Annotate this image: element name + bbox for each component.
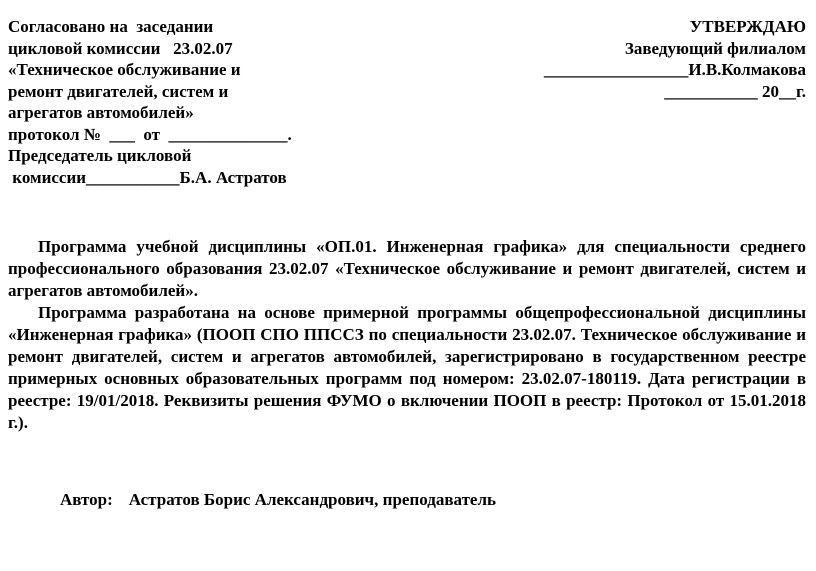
agreement-line-3: «Техническое обслуживание и — [8, 60, 241, 79]
agreement-line-5: агрегатов автомобилей» — [8, 103, 194, 122]
approval-title: УТВЕРЖДАЮ — [689, 17, 806, 36]
agreement-signature-line: комиссии___________Б.А. Астратов — [8, 167, 287, 187]
agreement-line-4: ремонт двигателей, систем и — [8, 81, 229, 101]
approval-position-line: Заведующий филиалом — [624, 38, 806, 58]
agreement-protocol-line: протокол № ___ от ______________. — [8, 124, 292, 144]
author-line — [8, 489, 806, 511]
author-label: Автор: — [60, 490, 113, 509]
author-value: Астратов Борис Александрович, преподаватель — [128, 490, 497, 509]
agreement-chairman-line: Председатель цикловой — [8, 146, 192, 165]
agreement-line-2: цикловой комиссии 23.02.07 — [8, 38, 233, 58]
agreement-line-1: Согласовано на заседании — [8, 17, 214, 36]
document-body — [8, 236, 806, 434]
paragraph-program-basis: Программа разработана на основе примерной программы общепрофессиональной дисциплины «Инженерная графика» (ПООП СПО ППССЗ по специальности 23.02.07. Техническое обслуживание и ремонт двигателей, систем и агрегатов автомобилей, зарегистрировано в государственном реестре примерных основных образовательных программ под номером: 23.02.07-180119. Дата регистрации в реестре: 19/01/2018. Реквизиты решения ФУМО о включении ПООП в реестр: Протокол от 15.01.2018 г.). — [8, 303, 806, 432]
paragraph-program-title: Программа учебной дисциплины «ОП.01. Инженерная графика» для специальности среднего профессионального образования 23.02.07 «Техническое обслуживание и ремонт двигателей, систем и агрегатов автомобилей». — [8, 237, 806, 300]
document-header — [8, 16, 806, 188]
agreement-block — [8, 16, 338, 188]
approval-block — [496, 16, 806, 102]
approval-signature-line: _________________И.В.Колмакова — [543, 60, 806, 79]
approval-date-line: ___________ 20__г. — [664, 81, 806, 101]
